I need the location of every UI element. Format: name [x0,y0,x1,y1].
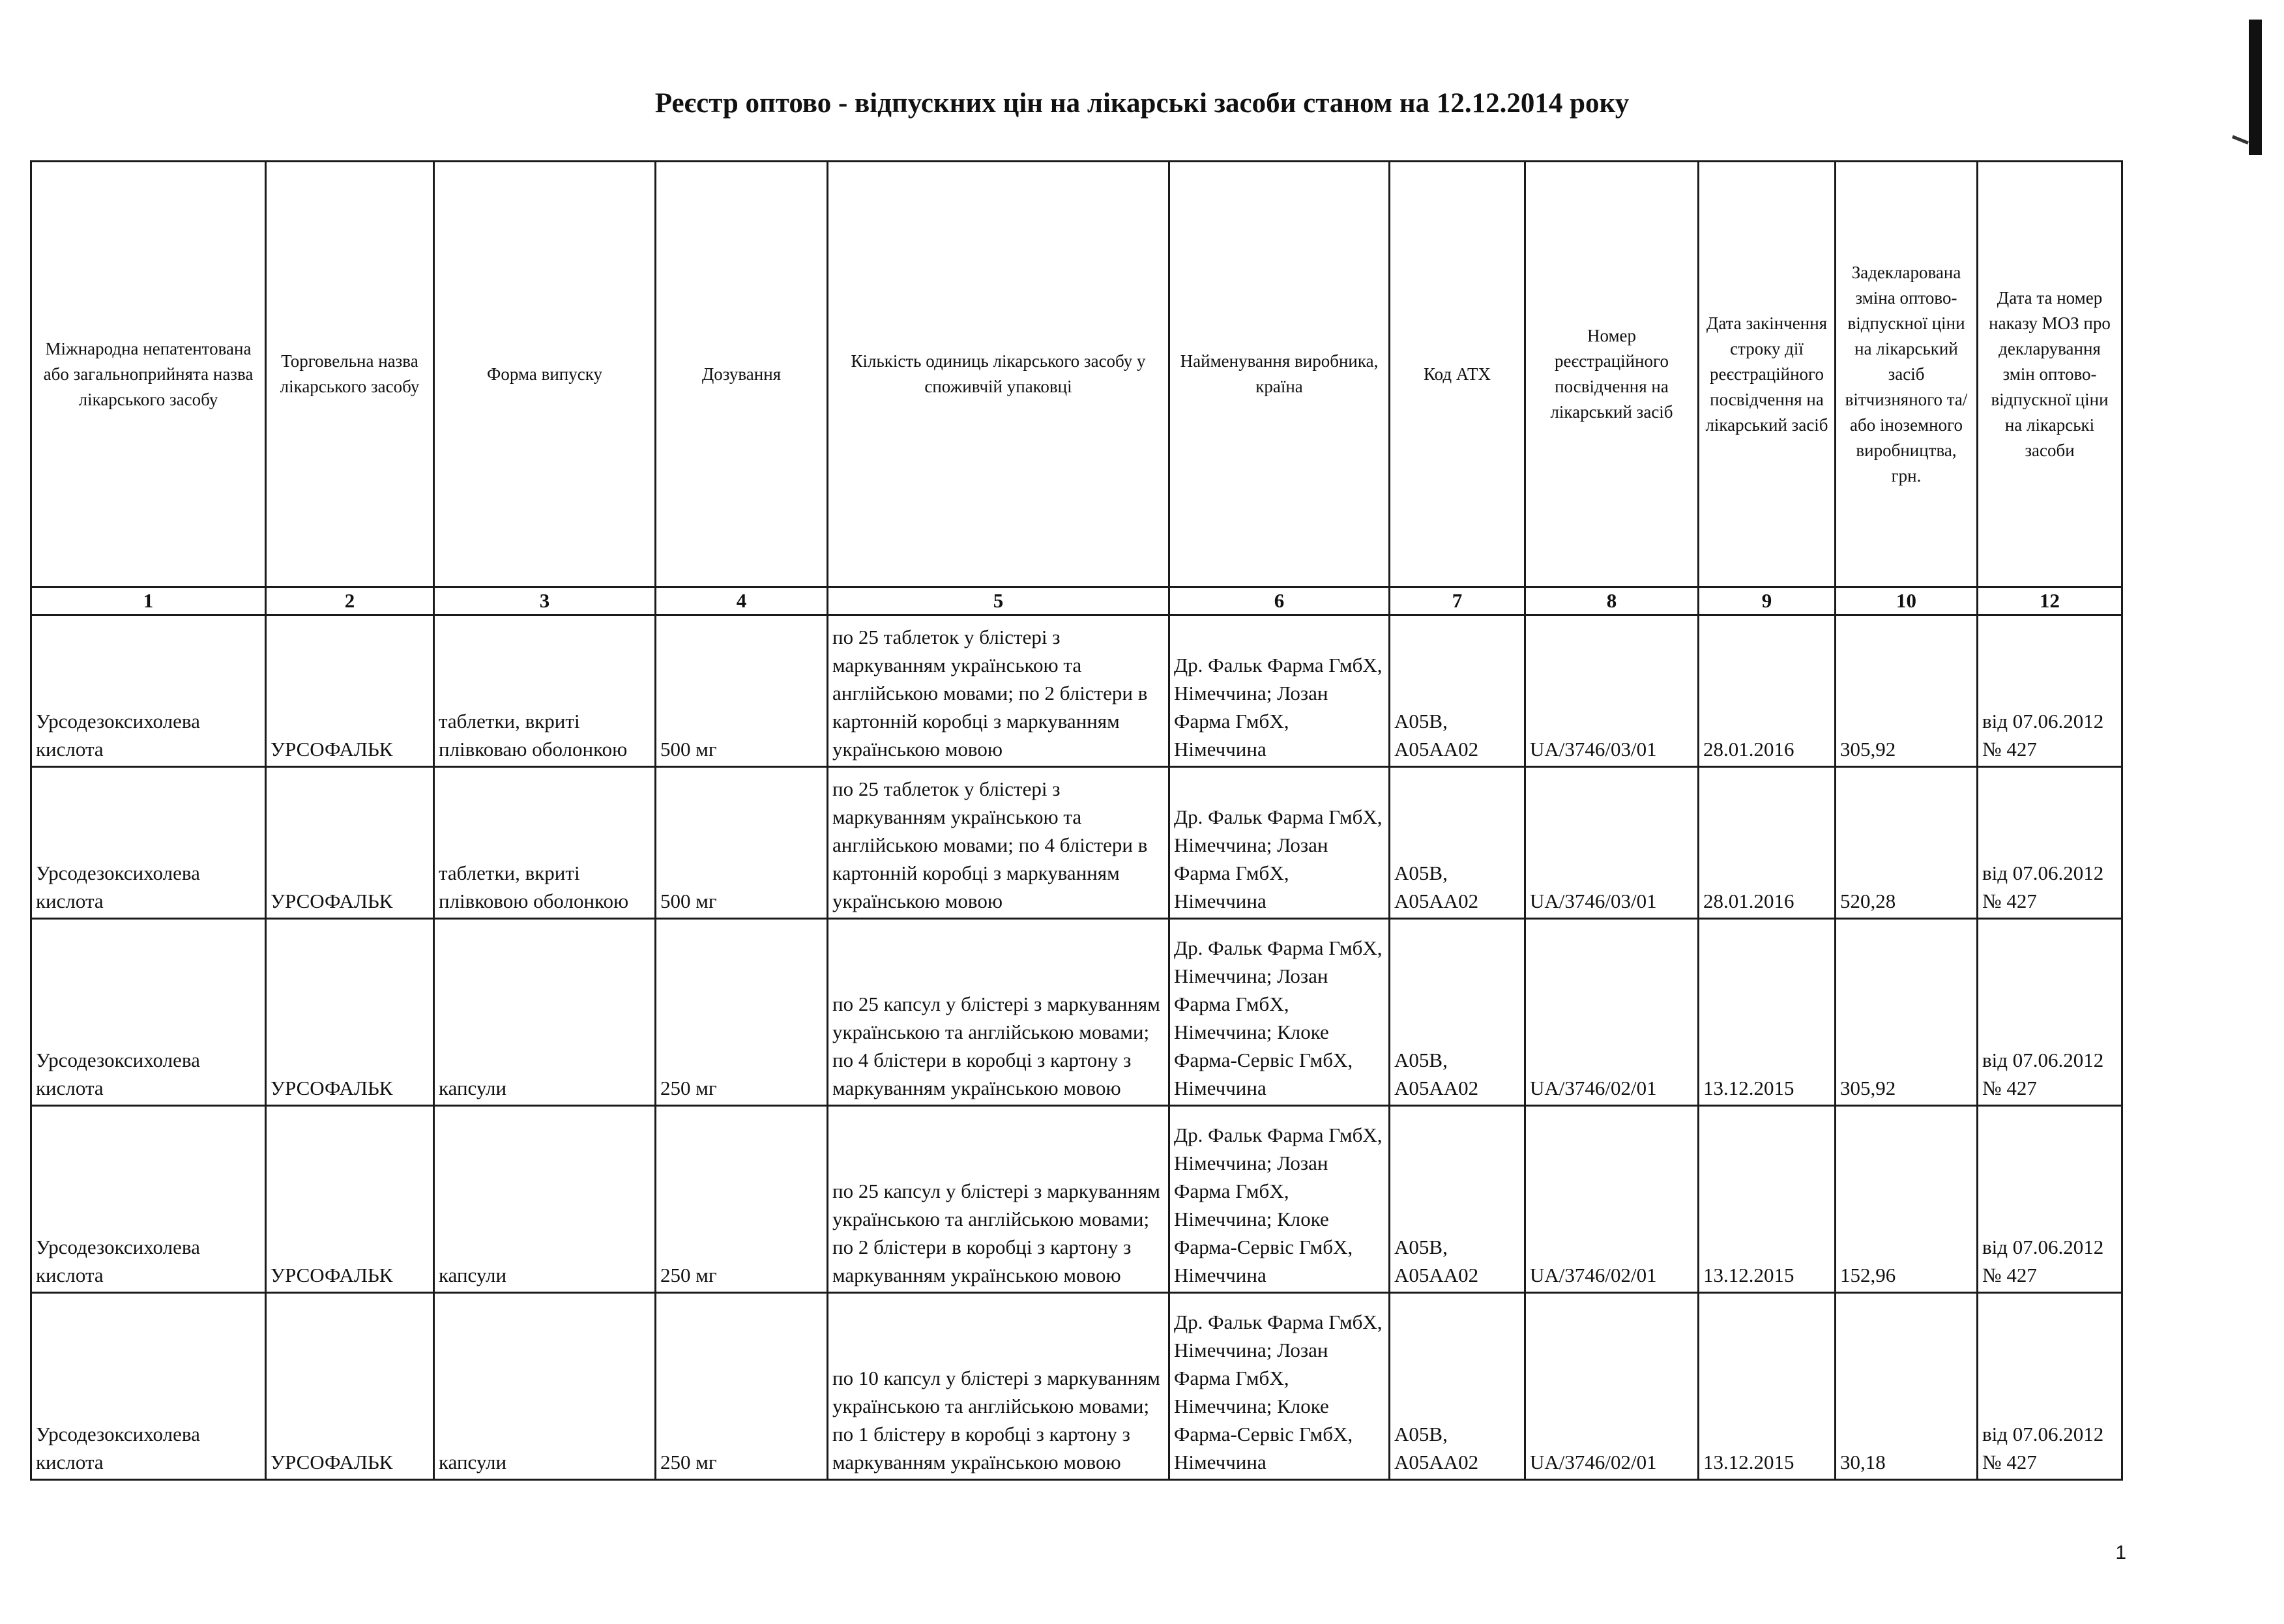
expiry-cell: 13.12.2015 [1699,919,1836,1106]
package-cell: по 25 капсул у блістері з маркуванням українською та англійською мовами; по 4 блістери в коробці з картону з маркуванням українською мовою [828,919,1169,1106]
order-cell: від 07.06.2012 № 427 [1978,767,2122,919]
form-cell: таблетки, вкриті плівковаю оболонкою [434,615,656,767]
price-register-table [30,160,2123,1481]
order-cell: від 07.06.2012 № 427 [1978,1106,2122,1293]
atc-cell: A05B, A05AA02 [1390,767,1525,919]
scan-tick-mark [2232,135,2249,144]
dosage-cell: 250 мг [656,1106,828,1293]
column-number: 6 [1169,587,1390,615]
inn-cell: Урсодезоксихолева кислота [31,767,266,919]
column-number-row [31,587,2122,615]
table-row [31,1293,2122,1480]
manufacturer-cell: Др. Фальк Фарма ГмбХ, Німеччина; Лозан Фарма ГмбХ, Німеччина [1169,767,1390,919]
table-row [31,919,2122,1106]
reg-number-cell: UA/3746/02/01 [1525,919,1699,1106]
header-cell: Дозування [656,162,828,587]
manufacturer-cell: Др. Фальк Фарма ГмбХ, Німеччина; Лозан Фарма ГмбХ, Німеччина; Клоке Фарма-Сервіс ГмбХ, Німеччина [1169,919,1390,1106]
manufacturer-cell: Др. Фальк Фарма ГмбХ, Німеччина; Лозан Фарма ГмбХ, Німеччина; Клоке Фарма-Сервіс ГмбХ, Німеччина [1169,1293,1390,1480]
header-cell: Форма випуску [434,162,656,587]
dosage-cell: 500 мг [656,615,828,767]
form-cell: капсули [434,1293,656,1480]
package-cell: по 25 таблеток у блістері з маркуванням українською та англійською мовами; по 4 блістери в картонній коробці з маркуванням українською мовою [828,767,1169,919]
header-cell: Дата та номер наказу МОЗ про декларування змін оптово-відпускної ціни на лікарські засоби [1978,162,2122,587]
inn-cell: Урсодезоксихолева кислота [31,615,266,767]
header-cell: Дата закінчення строку дії реєстраційного посвідчення на лікарський засіб [1699,162,1836,587]
expiry-cell: 28.01.2016 [1699,767,1836,919]
price-cell: 305,92 [1836,919,1978,1106]
package-cell: по 10 капсул у блістері з маркуванням українською та англійською мовами; по 1 блістеру в коробці з картону з маркуванням українською мовою [828,1293,1169,1480]
form-cell: таблетки, вкриті плівковою оболонкою [434,767,656,919]
header-cell: Номер реєстраційного посвідчення на лікарський засіб [1525,162,1699,587]
expiry-cell: 13.12.2015 [1699,1293,1836,1480]
dosage-cell: 500 мг [656,767,828,919]
trade-name-cell: УРСОФАЛЬК [266,767,434,919]
column-number: 8 [1525,587,1699,615]
header-cell: Торговельна назва лікарського засобу [266,162,434,587]
manufacturer-cell: Др. Фальк Фарма ГмбХ, Німеччина; Лозан Фарма ГмбХ, Німеччина [1169,615,1390,767]
package-cell: по 25 капсул у блістері з маркуванням українською та англійською мовами; по 2 блістери в коробці з картону з маркуванням українською мовою [828,1106,1169,1293]
column-number: 10 [1836,587,1978,615]
column-number: 1 [31,587,266,615]
reg-number-cell: UA/3746/03/01 [1525,767,1699,919]
inn-cell: Урсодезоксихолева кислота [31,1106,266,1293]
table-row [31,767,2122,919]
package-cell: по 25 таблеток у блістері з маркуванням українською та англійською мовами; по 2 блістери в картонній коробці з маркуванням українською мовою [828,615,1169,767]
column-number: 2 [266,587,434,615]
expiry-cell: 28.01.2016 [1699,615,1836,767]
page-number: 1 [2115,1542,2126,1563]
dosage-cell: 250 мг [656,919,828,1106]
header-cell: Задекларована зміна оптово-відпускної ціни на лікарський засіб вітчизняного та/або іноземного виробництва, грн. [1836,162,1978,587]
price-cell: 520,28 [1836,767,1978,919]
column-number: 5 [828,587,1169,615]
form-cell: капсули [434,1106,656,1293]
trade-name-cell: УРСОФАЛЬК [266,1293,434,1480]
column-number: 7 [1390,587,1525,615]
table-row [31,1106,2122,1293]
header-cell: Кількість одиниць лікарського засобу у споживчій упаковці [828,162,1169,587]
trade-name-cell: УРСОФАЛЬК [266,919,434,1106]
order-cell: від 07.06.2012 № 427 [1978,615,2122,767]
order-cell: від 07.06.2012 № 427 [1978,919,2122,1106]
order-cell: від 07.06.2012 № 427 [1978,1293,2122,1480]
atc-cell: A05B, A05AA02 [1390,615,1525,767]
column-number: 3 [434,587,656,615]
header-cell: Найменування виробника, країна [1169,162,1390,587]
header-cell: Код АТХ [1390,162,1525,587]
reg-number-cell: UA/3746/03/01 [1525,615,1699,767]
atc-cell: A05B, A05AA02 [1390,919,1525,1106]
reg-number-cell: UA/3746/02/01 [1525,1293,1699,1480]
atc-cell: A05B, A05AA02 [1390,1293,1525,1480]
column-number: 9 [1699,587,1836,615]
document-title: Реєстр оптово - відпускних цін на лікарські засоби станом на 12.12.2014 року [654,88,1630,119]
header-row [31,162,2122,587]
table-row [31,615,2122,767]
reg-number-cell: UA/3746/02/01 [1525,1106,1699,1293]
column-number: 12 [1978,587,2122,615]
header-cell: Міжнародна непатентована або загальноприйнята назва лікарського засобу [31,162,266,587]
dosage-cell: 250 мг [656,1293,828,1480]
inn-cell: Урсодезоксихолева кислота [31,919,266,1106]
manufacturer-cell: Др. Фальк Фарма ГмбХ, Німеччина; Лозан Фарма ГмбХ, Німеччина; Клоке Фарма-Сервіс ГмбХ, Німеччина [1169,1106,1390,1293]
price-cell: 305,92 [1836,615,1978,767]
price-cell: 30,18 [1836,1293,1978,1480]
column-number: 4 [656,587,828,615]
trade-name-cell: УРСОФАЛЬК [266,1106,434,1293]
atc-cell: A05B, A05AA02 [1390,1106,1525,1293]
expiry-cell: 13.12.2015 [1699,1106,1836,1293]
inn-cell: Урсодезоксихолева кислота [31,1293,266,1480]
price-cell: 152,96 [1836,1106,1978,1293]
form-cell: капсули [434,919,656,1106]
trade-name-cell: УРСОФАЛЬК [266,615,434,767]
